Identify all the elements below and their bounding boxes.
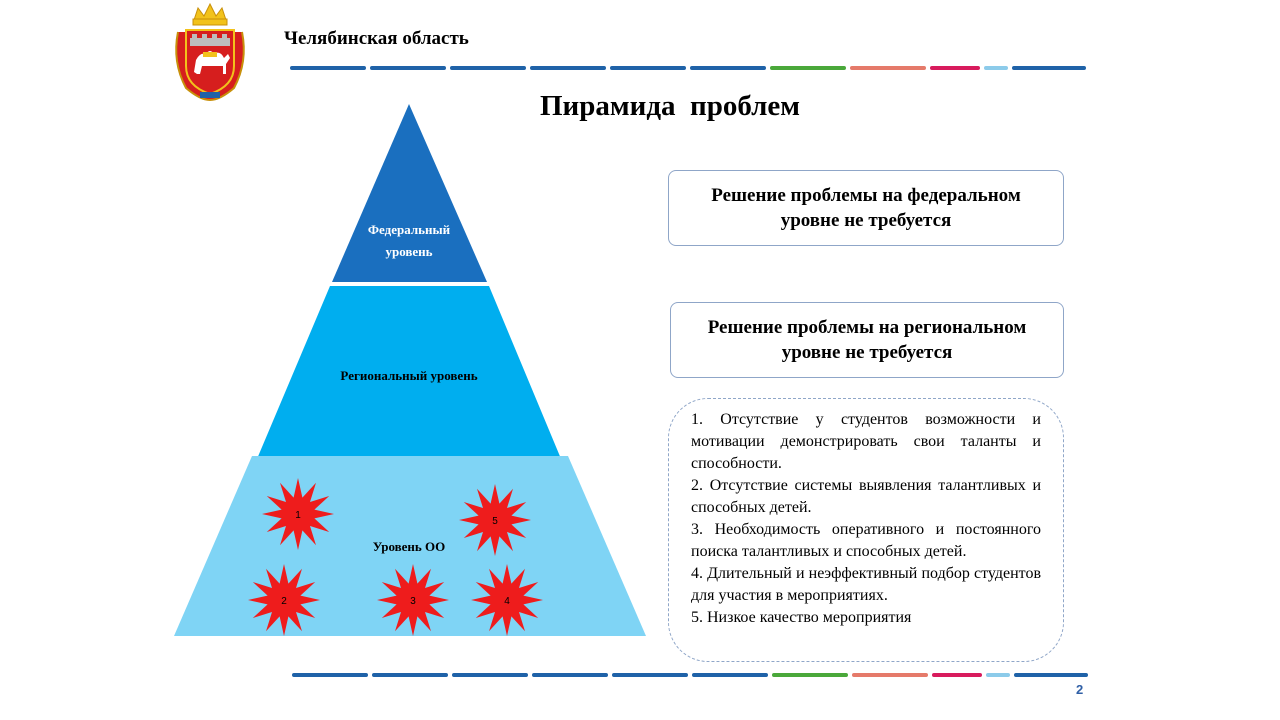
federal-solution-box bbox=[668, 170, 1064, 246]
stripe-segment bbox=[450, 66, 526, 70]
slide-title: Пирамида проблем bbox=[539, 90, 801, 122]
stripe-segment bbox=[452, 673, 528, 677]
stripe-segment bbox=[1012, 66, 1086, 70]
stripe-segment bbox=[850, 66, 926, 70]
stripe-segment bbox=[612, 673, 688, 677]
stripe-segment bbox=[770, 66, 846, 70]
problem-star-label-2: 2 bbox=[281, 596, 287, 607]
problem-star-label-4: 4 bbox=[504, 596, 510, 607]
stripe-segment bbox=[852, 673, 928, 677]
stripe-segment bbox=[1014, 673, 1088, 677]
problem-item-2: 2. Отсутствие системы выявления талантливых и способных детей. bbox=[691, 477, 1041, 516]
stripe-segment bbox=[370, 66, 446, 70]
problem-item-5: 5. Низкое качество мероприятия bbox=[691, 609, 912, 626]
problem-pyramid bbox=[170, 100, 660, 640]
stripe-segment bbox=[984, 66, 1008, 70]
stripe-segment bbox=[932, 673, 982, 677]
problem-star-label-3: 3 bbox=[410, 596, 416, 607]
federal-solution-text: Решение проблемы на федеральном уровне не требуется bbox=[711, 185, 1021, 231]
regional-solution-text: Решение проблемы на региональном уровне не требуется bbox=[707, 317, 1027, 363]
problem-star-label-5: 5 bbox=[492, 516, 498, 527]
federal-level-label-line1: Федеральный bbox=[367, 222, 451, 237]
federal-level-label-line2: уровень bbox=[385, 244, 433, 259]
problem-item-1: 1. Отсутствие у студентов возможности и мотивации демонстрировать свои таланты и способности. bbox=[691, 411, 1041, 472]
problem-item-4: 4. Длительный и неэффективный подбор студентов для участия в мероприятиях. bbox=[691, 565, 1041, 604]
stripe-segment bbox=[292, 673, 368, 677]
region-title: Челябинская область bbox=[284, 28, 469, 49]
stripe-segment bbox=[986, 673, 1010, 677]
stripe-segment bbox=[692, 673, 768, 677]
school-level-label: Уровень ОО bbox=[372, 539, 446, 554]
stripe-segment bbox=[690, 66, 766, 70]
regional-solution-box bbox=[670, 302, 1064, 378]
stripe-segment bbox=[610, 66, 686, 70]
problem-star-label-1: 1 bbox=[295, 510, 301, 521]
problems-list-box bbox=[668, 398, 1064, 662]
stripe-segment bbox=[532, 673, 608, 677]
stripe-segment bbox=[530, 66, 606, 70]
stripe-segment bbox=[930, 66, 980, 70]
page-number: 2 bbox=[1076, 682, 1084, 697]
regional-level-label: Региональный уровень bbox=[340, 368, 478, 383]
top-decorative-stripe bbox=[290, 66, 1086, 70]
stripe-segment bbox=[772, 673, 848, 677]
problem-item-3: 3. Необходимость оперативного и постоянного поиска талантливых и способных детей. bbox=[691, 521, 1041, 560]
bottom-decorative-stripe bbox=[292, 673, 1088, 677]
stripe-segment bbox=[372, 673, 448, 677]
coat-of-arms-icon bbox=[170, 2, 250, 102]
stripe-segment bbox=[290, 66, 366, 70]
